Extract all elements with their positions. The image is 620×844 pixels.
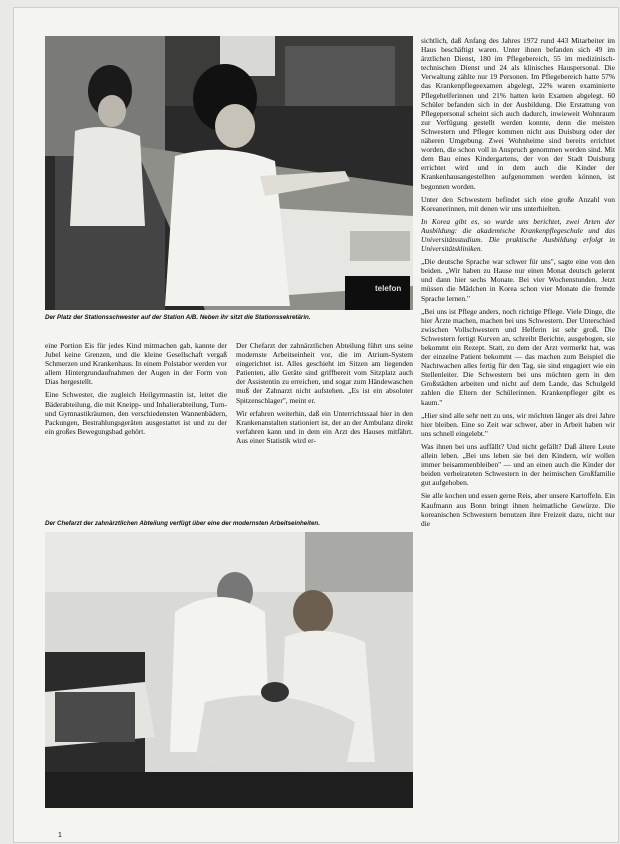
paragraph: Unter den Schwestern befindet sich eine große Anzahl von Koreanerinnen, mit denen wir uns unterhielten. (421, 194, 615, 213)
paragraph: Was ihnen bei uns auffällt? Und nicht gefällt? Daß ältere Leute allein leben. „Bei uns leben sie bei den Kindern, wir wollen immer beisammenbleiben" — und an einen auch die Kinder der beiden verheirateten Schwestern in der heimischen Großfamilie gut aufgehoben. (421, 441, 615, 488)
text-column-right (421, 36, 615, 814)
paragraph: eine Portion Eis für jedes Kind mitmachen gab, kannte der Jubel keine Grenzen, und die kleine Gesellschaft vergaß Schmerzen und Krankenhaus. In einem Polstabor werden vor allem Hintergrundaufnahmen der Augen in der Form von Dias hergestellt. (45, 341, 227, 387)
paragraph: Der Chefarzt der zahnärztlichen Abteilung führt uns seine modernste Arbeitseinheit vor, die im Atrium-System eingerichtet ist. Alles geschieht im Sitzen am liegenden Patienten, alle Geräte sind griffbereit vom Sitzplatz auch der Assistentin zu erreichen, und sogar zum Händewaschen muß der Zahnarzt nicht aufstehen. „Es ist ein absoluter Spitzenschlager", meint er. (236, 341, 413, 405)
caption-top: Der Platz der Stationsschwester auf der Station A/B. Neben ihr sitzt die Stationssekretärin. (45, 314, 311, 321)
paragraph: Wir erfahren weiterhin, daß ein Unterrichtssaal hier in den Krankenanstalten stationiert ist, der an der Ambulanz direkt verfahren kann und in dem ein Arzt des Hauses mitfährt. Aus einer Statistik wird er- (236, 408, 413, 445)
paragraph: Eine Schwester, die zugleich Heilgymnastin ist, leitet die Bäderabteilung, die mit Kneipp- und Inhalierabteilung, Turn- und Gymnastikräumen, den verschiedensten Wannenbädern, Packungen, Bestrahlungsgeräten ausgestattet ist und zu der ein großes Bewegungsbad gehört. (45, 390, 227, 436)
caption-middle: Der Chefarzt der zahnärztlichen Abteilung verfügt über eine der modernsten Arbeitseinheiten. (45, 520, 320, 527)
photo-nurse-station (45, 36, 413, 310)
paragraph: „Bei uns ist Pflege anders, noch richtige Pflege. Viele Dinge, die hier Ärzte machen, machen bei uns Schwestern. Der Unterschied zwischen Vollschwestern und Helferin ist sehr groß. Die Schwestern fertigt Kurven an, schreibt Berichte, ausgebogen, sie bekommt ein Rezept. Statt, zu dem der Arzt vermerkt hat, was der einzelne Patient bekommt — das machen zum Beispiel die Nachtwachen alles fertig für den Tag, sie sind engagiert wie ein Stellenleiter. Die Schwestern bei uns möchten gern in den Großstädten arbeiten und nicht auf dem Lande, das Schulgeld zahlen die Eltern der Schülerinnen. Krankenpfleger gibt es kaum." (421, 306, 615, 407)
text-column-middle (236, 341, 413, 511)
paragraph: „Die deutsche Sprache war schwer für uns", sagte eine von den beiden. „Wir haben zu Hause nur einen Monat deutsch gelernt und dann hier sechs Monate. Bei vier Wochenstunden. Jetzt müssen die Mädchen in Korea schon vier Monate die fremde Sprache lernen." (421, 257, 615, 303)
photo-dental-unit (45, 532, 413, 808)
paragraph: Sie alle kochen und essen gerne Reis, aber unsere Kartoffeln. Ein Kaufmann aus Bonn bringt ihnen heimatliche Gewürze. Die koreanischen Schwestern benutzen ihre Freizeit dazu, nicht nur die (421, 491, 615, 528)
paragraph: sichtlich, daß Anfang des Jahres 1972 rund 443 Mitarbeiter im Haus beschäftigt waren. Unter ihnen befanden sich 49 im ärztlichen Dienst, 180 im Pflegebereich, 55 im medizinisch-technischen Dienst und 24 als klinisches Hauspersonal. Die Verwaltung zählte nur 19 Personen. Im Pflegebereich hatte 57% das Krankenpflegeexamen abgelegt, 22% waren examinierte Pflegehelferinnen und 21% hatten kein Examen abgelegt. 60 Schüler befanden sich in der Ausbildung. Die Erstattung von Pflegepersonal scheint sich auch dadurch, inwieweit Wohnraum zur Verfügung gestellt werden konnte, denn die meisten Schwestern und Pfleger kommen nicht aus Duisburg oder der näheren Umgebung. Zwei Wohnheime sind bereits errichtet worden, die schon voll in Anspruch genommen werden sind. Mit dem Bau eines Kindergartens, der von der Stadt Duisburg errichtet wird und in dem auch die Kinder der Krankenhausangestellten aufgenommen werden können, ist begonnen worden. (421, 36, 615, 191)
page-number: 1 (58, 832, 62, 839)
phone-brand-label: telefon (375, 284, 402, 293)
paragraph: „Hier sind alle sehr nett zu uns, wir möchten länger als drei Jahre hier bleiben. Eine so Zeit war schwer, aber in Arbeit haben wir uns schnell eingelebt." (421, 410, 615, 438)
paragraph-italic: In Korea gibt es, so wurde uns berichtet, zwei Arten der Ausbildung: die akademische Krankenpflegeschule und das Universitätsstudium. Die praktische Ausbildung erfolgt in Universitätskliniken. (421, 216, 615, 254)
magazine-page (14, 8, 618, 842)
text-column-left (45, 341, 227, 511)
